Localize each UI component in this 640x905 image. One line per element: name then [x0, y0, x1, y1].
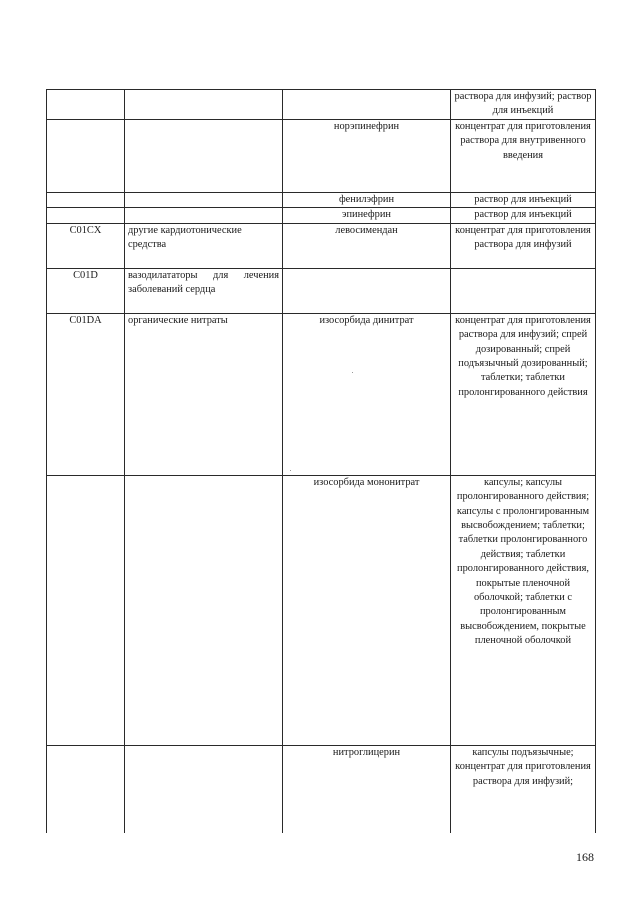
substance-cell: левосимендан	[283, 223, 451, 268]
group-name-cell	[125, 90, 283, 120]
dosage-form-cell	[451, 268, 596, 313]
dosage-form-cell: концентрат для приготовления раствора для внутривенного введения	[451, 120, 596, 193]
dosage-form-cell: концентрат для приготовления раствора для инфузий; спрей дозированный; спрей подъязычный дозированный; таблетки; таблетки пролонгированного действия	[451, 313, 596, 475]
table-row	[47, 120, 596, 193]
substance-cell: норэпинефрин	[283, 120, 451, 193]
scan-speck	[352, 372, 353, 373]
group-name-cell: другие кардиотонические средства	[125, 223, 283, 268]
group-name-cell	[125, 193, 283, 208]
atc-code-cell	[47, 90, 125, 120]
dosage-form-cell: раствор для инъекций	[451, 208, 596, 223]
substance-cell: нитроглицерин	[283, 745, 451, 833]
table-row	[47, 475, 596, 745]
table-row	[47, 90, 596, 120]
atc-code-cell	[47, 193, 125, 208]
atc-code-cell	[47, 745, 125, 833]
atc-code-cell	[47, 208, 125, 223]
table-row	[47, 223, 596, 268]
atc-code-cell: C01CX	[47, 223, 125, 268]
substance-cell	[283, 268, 451, 313]
group-name-cell	[125, 475, 283, 745]
page-number: 168	[576, 850, 594, 864]
atc-code-cell: C01DA	[47, 313, 125, 475]
group-name-cell: вазодилататоры для лечения заболеваний сердца	[125, 268, 283, 313]
table-row	[47, 208, 596, 223]
substance-cell	[283, 90, 451, 120]
dosage-form-cell: капсулы подъязычные; концентрат для приготовления раствора для инфузий;	[451, 745, 596, 833]
group-name-cell: органические нитраты	[125, 313, 283, 475]
substance-cell: изосорбида мононитрат	[283, 475, 451, 745]
group-name-cell	[125, 208, 283, 223]
table-row	[47, 313, 596, 475]
group-name-cell	[125, 120, 283, 193]
atc-code-cell: C01D	[47, 268, 125, 313]
substance-cell: фенилэфрин	[283, 193, 451, 208]
table-row	[47, 745, 596, 833]
atc-code-cell	[47, 475, 125, 745]
table-row	[47, 193, 596, 208]
dosage-form-cell: раствор для инъекций	[451, 193, 596, 208]
group-name-cell	[125, 745, 283, 833]
table-row	[47, 268, 596, 313]
medication-table	[46, 89, 596, 833]
substance-cell: эпинефрин	[283, 208, 451, 223]
scan-speck	[290, 470, 291, 471]
substance-cell: изосорбида динитрат	[283, 313, 451, 475]
dosage-form-cell: раствора для инфузий; раствор для инъекций	[451, 90, 596, 120]
atc-code-cell	[47, 120, 125, 193]
dosage-form-cell: концентрат для приготовления раствора для инфузий	[451, 223, 596, 268]
dosage-form-cell: капсулы; капсулы пролонгированного действия; капсулы с пролонгированным высвобождением; таблетки; таблетки пролонгированного действия; таблетки пролонгированного действия, покрытые пленочной оболочкой; таблетки с пролонгированным высвобождением, покрытые пленочной оболочкой	[451, 475, 596, 745]
